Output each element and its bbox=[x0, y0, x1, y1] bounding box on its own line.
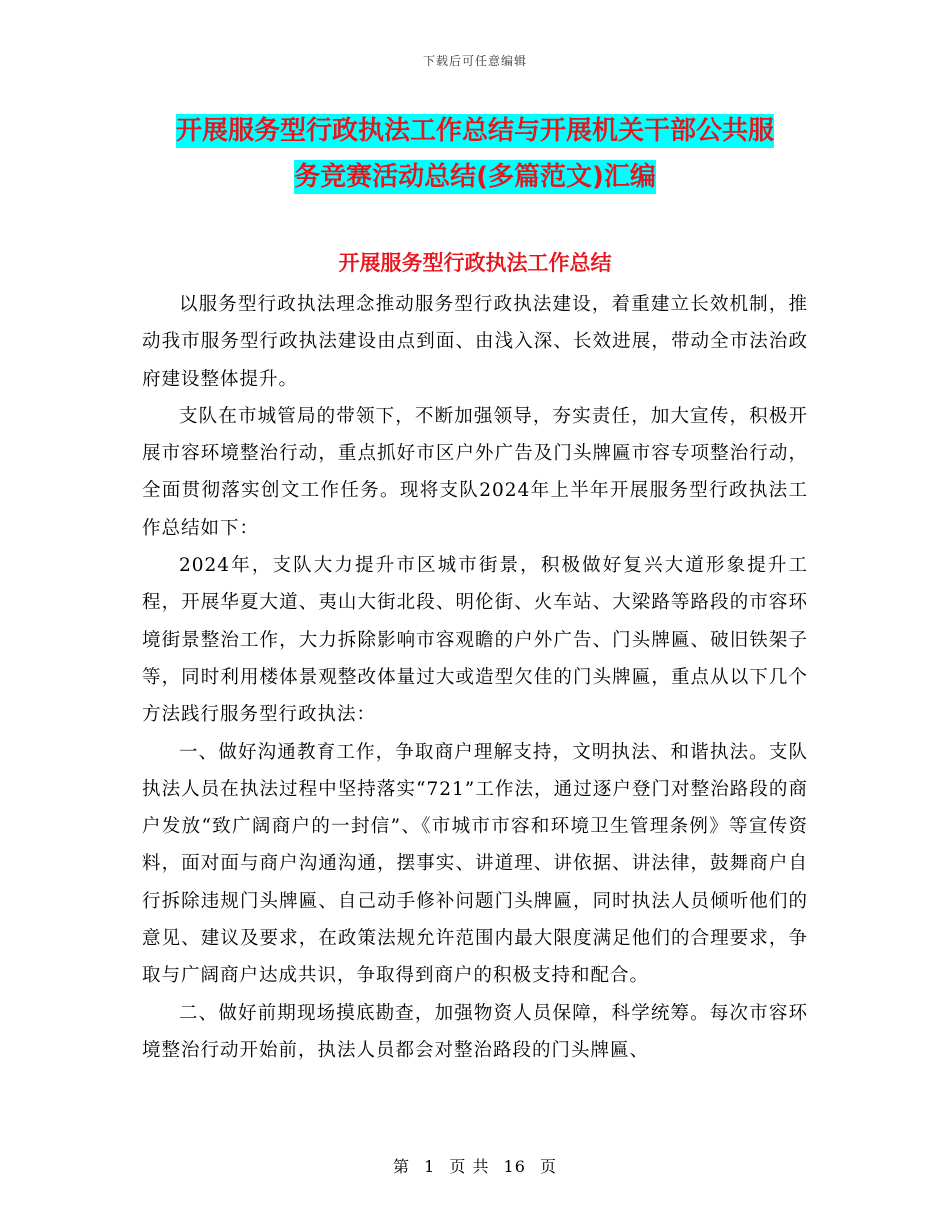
footer-middle: 页 共 bbox=[449, 1157, 490, 1176]
document-title bbox=[140, 108, 810, 200]
page-total: 16 bbox=[503, 1157, 526, 1176]
section-title: 开展服务型行政执法工作总结 bbox=[338, 251, 612, 275]
page-number: 1 bbox=[424, 1157, 436, 1176]
body-text bbox=[142, 286, 808, 1069]
paragraph: 支队在市城管局的带领下，不断加强领导，夯实责任，加大宣传，积极开展市容环境整治行动，重点抓好市区户外广告及门头牌匾市容专项整治行动，全面贯彻落实创文工作任务。现将支队2024年上半年开展服务型行政执法工作总结如下： bbox=[142, 405, 808, 539]
title-line-1: 开展服务型行政执法工作总结与开展机关干部公共服 bbox=[175, 116, 774, 146]
header-note: 下载后可任意编辑 bbox=[422, 54, 527, 68]
paragraph: 2024年，支队大力提升市区城市街景，积极做好复兴大道形象提升工程，开展华夏大道、夷山大街北段、明伦街、火车站、大梁路等路段的市容环境街景整治工作，大力拆除影响市容观瞻的户外广告、门头牌匾、破旧铁架子等，同时利用楼体景观整改体量过大或造型欠佳的门头牌匾，重点从以下几个方法践行服务型行政执法： bbox=[142, 555, 808, 726]
paragraph: 一、做好沟通教育工作，争取商户理解支持，文明执法、和谐执法。支队执法人员在执法过程中坚持落实“721”工作法，通过逐户登门对整治路段的商户发放“致广阔商户的一封信”、《市城市市容和环境卫生管理条例》等宣传资料，面对面与商户沟通沟通，摆事实、讲道理、讲依据、讲法律，鼓舞商户自行拆除违规门头牌匾、自己动手修补问题门头牌匾，同时执法人员倾听他们的意见、建议及要求，在政策法规允许范围内最大限度满足他们的合理要求，争取与广阔商户达成共识，争取得到商户的积极支持和配合。 bbox=[142, 741, 808, 987]
title-line-2: 务竞赛活动总结(多篇范文)汇编 bbox=[294, 162, 656, 192]
footer-suffix: 页 bbox=[540, 1157, 558, 1176]
page-footer bbox=[0, 1154, 950, 1177]
footer-prefix: 第 bbox=[392, 1157, 410, 1176]
paragraph: 以服务型行政执法理念推动服务型行政执法建设，着重建立长效机制，推动我市服务型行政执法建设由点到面、由浅入深、长效进展，带动全市法治政府建设整体提升。 bbox=[142, 294, 808, 390]
paragraph: 二、做好前期现场摸底勘查，加强物资人员保障，科学统筹。每次市容环境整治行动开始前，执法人员都会对整治路段的门头牌匾、 bbox=[142, 1002, 808, 1061]
